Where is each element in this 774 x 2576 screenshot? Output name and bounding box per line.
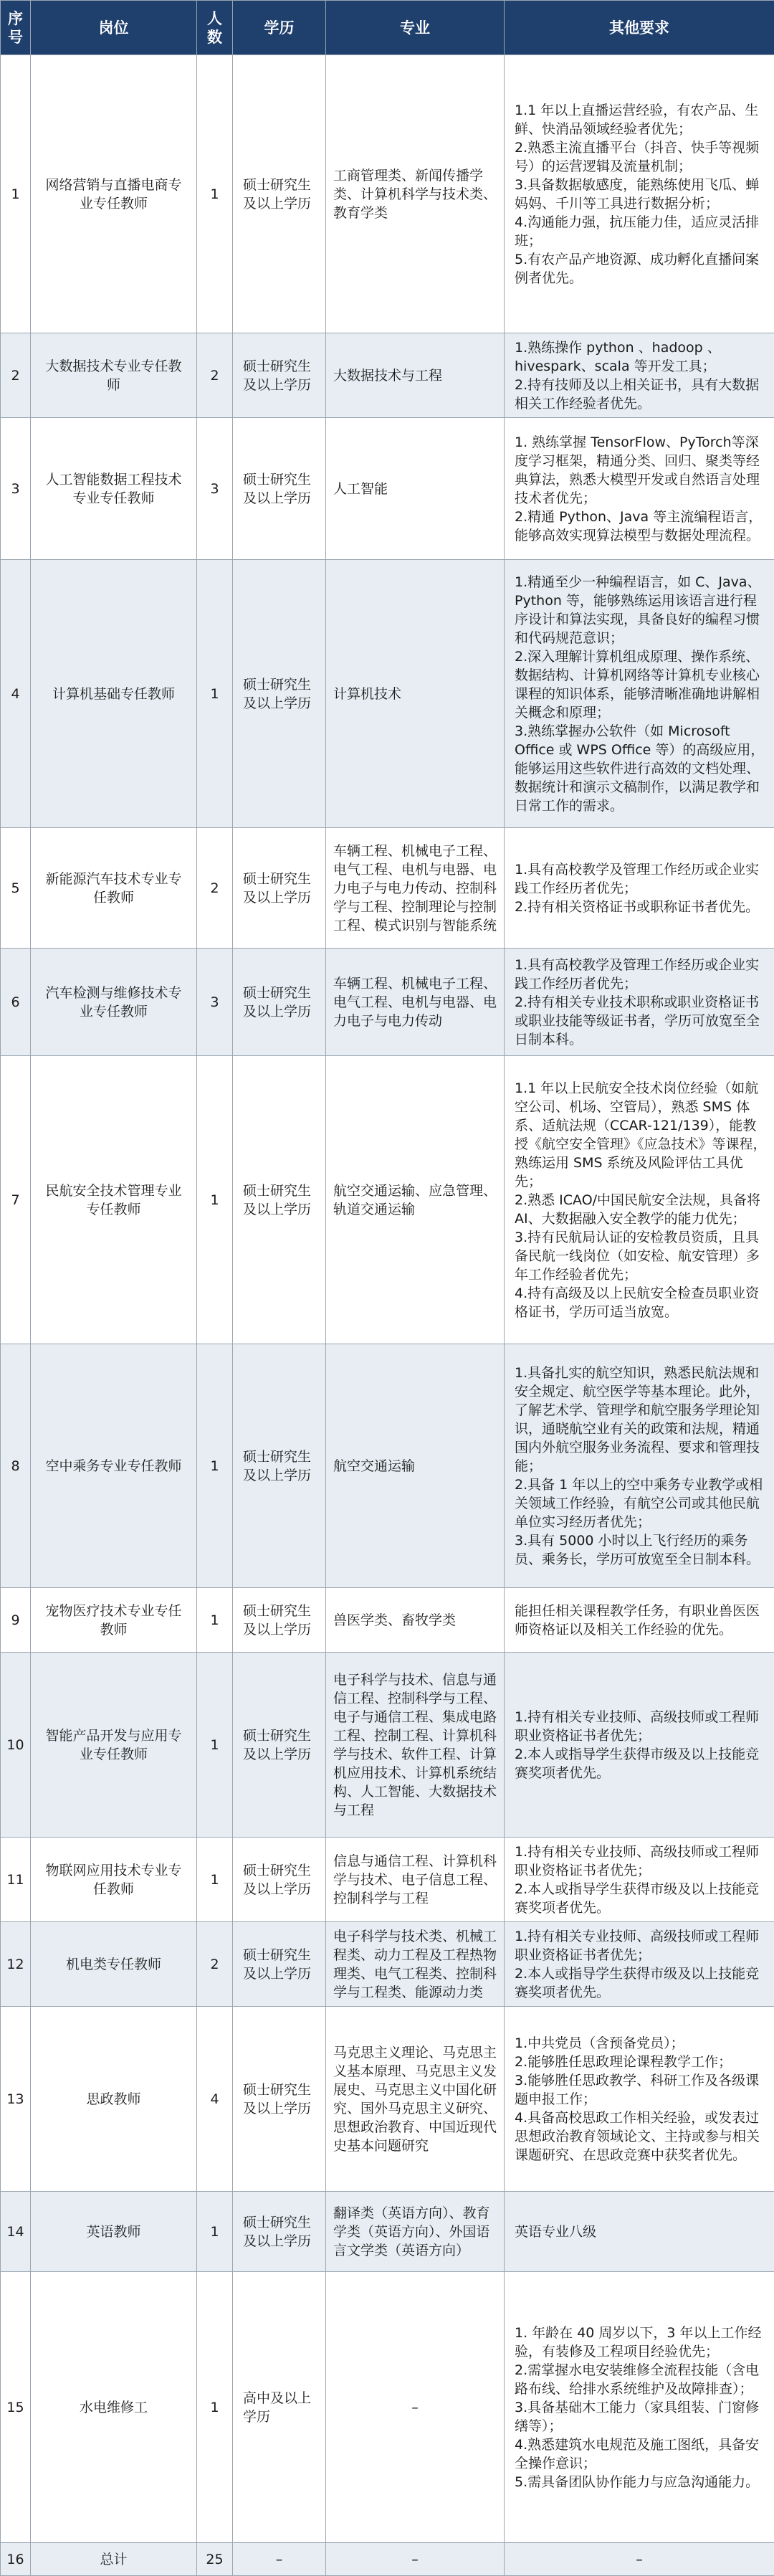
table-row [1,2007,774,2192]
requirement-line: 1. 年龄在 40 周岁以下，3 年以上工作经验，有装修及工程项目经验优先； [515,2324,768,2361]
cell-count: 3 [197,418,233,560]
cell-education: 硕士研究生及以上学历 [233,2192,326,2272]
cell-position: 智能产品开发与应用专业专任教师 [31,1653,197,1838]
requirement-line: 1.精通至少一种编程语言，如 C、Java、Python 等，能够熟练运用该语言进行程序设计和算法实现，具备良好的编程习惯和代码规范意识； [515,573,768,647]
table-row [1,1344,774,1588]
requirement-line: 3.熟练掌握办公软件（如 Microsoft Office 或 WPS Office 等）的高级应用，能够运用这些软件进行高效的文档处理、数据统计和演示文稿制作，以满足教学和日常工作的需求。 [515,722,768,815]
header-major: 专业 [326,1,505,55]
cell-education: 硕士研究生及以上学历 [233,418,326,560]
header-no: 序 号 [1,1,31,55]
cell-count: 1 [197,560,233,828]
cell-no: 1 [1,55,31,333]
table-row [1,1922,774,2007]
table-row [1,1838,774,1922]
requirement-line: 英语专业八级 [515,2223,768,2241]
table-row [1,2192,774,2272]
cell-count: 1 [197,1344,233,1588]
cell-requirements [505,949,774,1056]
requirement-line: 3.持有民航局认证的安检教员资质，且具备民航一线岗位（如安检、航安管理）多年工作经验者优先； [515,1228,768,1284]
header-count: 人 数 [197,1,233,55]
cell-requirements [505,560,774,828]
cell-position: 物联网应用技术专业专任教师 [31,1838,197,1922]
cell-position: 新能源汽车技术专业专任教师 [31,828,197,949]
cell-major: 车辆工程、机械电子工程、电气工程、电机与电器、电力电子与电力传动 [326,949,505,1056]
cell-major: – [326,2543,505,2576]
cell-count: 1 [197,2192,233,2272]
cell-requirements [505,2272,774,2543]
requirement-line: 1.具备扎实的航空知识，熟悉民航法规和安全规定、航空医学等基本理论。此外，了解艺术学、管理学和航空服务学理论知识，通晓航空业有关的政策和法规，精通国内外航空服务业务流程、要求和管理技能； [515,1364,768,1475]
cell-no: 6 [1,949,31,1056]
cell-position: 计算机基础专任教师 [31,560,197,828]
cell-no: 13 [1,2007,31,2192]
requirement-line: – [509,2550,770,2569]
requirement-line: 2.能够胜任思政理论课程教学工作； [515,2053,768,2071]
cell-major: 翻译类（英语方向）、教育学类（英语方向）、外国语言文学类（英语方向） [326,2192,505,2272]
cell-position: 民航安全技术管理专业专任教师 [31,1056,197,1344]
cell-education: 硕士研究生及以上学历 [233,1838,326,1922]
cell-count: 4 [197,2007,233,2192]
cell-position: 大数据技术专业专任教师 [31,333,197,418]
header-position: 岗位 [31,1,197,55]
requirement-line: 3.具备基础木工能力（家具组装、门窗修缮等）； [515,2398,768,2435]
table-row [1,2272,774,2543]
requirement-line: 1. 熟练掌握 TensorFlow、PyTorch等深度学习框架，精通分类、回归、聚类等经典算法，熟悉大模型开发或自然语言处理技术者优先； [515,433,768,508]
cell-no: 16 [1,2543,31,2576]
cell-major: 信息与通信工程、计算机科学与技术、电子信息工程、控制科学与工程 [326,1838,505,1922]
cell-count: 2 [197,333,233,418]
cell-education: 硕士研究生及以上学历 [233,828,326,949]
cell-position: 汽车检测与维修技术专业专任教师 [31,949,197,1056]
cell-major: 大数据技术与工程 [326,333,505,418]
cell-major: 兽医学类、畜牧学类 [326,1588,505,1653]
cell-requirements [505,1653,774,1838]
cell-major: 电子科学与技术类、机械工程类、动力工程及工程热物理类、电气工程类、控制科学与工程类、能源动力类 [326,1922,505,2007]
requirement-line: 2.具备 1 年以上的空中乘务专业教学或相关领域工作经验，有航空公司或其他民航单位实习经历者优先； [515,1475,768,1531]
cell-count: 1 [197,55,233,333]
requirement-line: 1.1 年以上直播运营经验，有农产品、生鲜、快消品领域经验者优先； [515,101,768,138]
cell-major: 工商管理类、新闻传播学类、计算机科学与技术类、教育学类 [326,55,505,333]
cell-major: 电子科学与技术、信息与通信工程、控制科学与工程、电子与通信工程、集成电路工程、控制工程、计算机科学与技术、软件工程、计算机应用技术、计算机系统结构、人工智能、大数据技术与工程 [326,1653,505,1838]
cell-position: 水电维修工 [31,2272,197,2543]
cell-education: – [233,2543,326,2576]
requirement-line: 1.中共党员（含预备党员）； [515,2034,768,2053]
requirement-line: 3.具备数据敏感度，能熟练使用飞瓜、蝉妈妈、千川等工具进行数据分析； [515,176,768,213]
cell-education: 硕士研究生及以上学历 [233,1056,326,1344]
cell-education: 硕士研究生及以上学历 [233,333,326,418]
table-row [1,333,774,418]
cell-count: 1 [197,1056,233,1344]
requirement-line: 4.具备高校思政工作相关经验，或发表过思想政治教育领域论文、主持或参与相关课题研究、在思政竞赛中获奖者优先。 [515,2109,768,2164]
requirement-line: 1.持有相关专业技师、高级技师或工程师职业资格证书者优先； [515,1843,768,1880]
cell-no: 9 [1,1588,31,1653]
cell-education: 硕士研究生及以上学历 [233,949,326,1056]
requirement-line: 4.沟通能力强，抗压能力佳，适应灵活排班； [515,213,768,250]
cell-education: 硕士研究生及以上学历 [233,1588,326,1653]
cell-requirements [505,333,774,418]
requirement-line: 3.能够胜任思政教学、科研工作及各级课题申报工作； [515,2071,768,2109]
cell-no: 4 [1,560,31,828]
cell-requirements [505,418,774,560]
cell-requirements [505,2007,774,2192]
cell-no: 5 [1,828,31,949]
requirement-line: 1.熟练操作 python 、hadoop 、hivespark、scala 等开发工具； [515,338,768,376]
cell-count: 3 [197,949,233,1056]
requirement-line: 3.具有 5000 小时以上飞行经历的乘务员、乘务长，学历可放宽至全日制本科。 [515,1531,768,1569]
requirement-line: 2.本人或指导学生获得市级及以上技能竞赛奖项者优先。 [515,1745,768,1782]
table-row [1,828,774,949]
cell-position: 英语教师 [31,2192,197,2272]
cell-no: 15 [1,2272,31,2543]
cell-requirements [505,55,774,333]
requirement-line: 2.持有相关专业技术职称或职业资格证书或职业技能等级证书者，学历可放宽至全日制本科。 [515,993,768,1049]
cell-no: 12 [1,1922,31,2007]
cell-no: 14 [1,2192,31,2272]
table-row [1,1653,774,1838]
requirement-line: 1.具有高校教学及管理工作经历或企业实践工作经历者优先； [515,956,768,993]
cell-requirements [505,1588,774,1653]
cell-count: 1 [197,1838,233,1922]
cell-major: 航空交通运输、应急管理、轨道交通运输 [326,1056,505,1344]
cell-requirements [505,2192,774,2272]
cell-position: 空中乘务专业专任教师 [31,1344,197,1588]
cell-position: 总计 [31,2543,197,2576]
table-row [1,949,774,1056]
cell-count: 25 [197,2543,233,2576]
requirement-line: 1.1 年以上民航安全技术岗位经验（如航空公司、机场、空管局），熟悉 SMS 体系、适航法规（CCAR-121/139），能教授《航空安全管理》《应急技术》等课程，熟练运用 SMS 系统及风险评估工具优先； [515,1079,768,1191]
table-row [1,418,774,560]
requirement-line: 1.具有高校教学及管理工作经历或企业实践工作经历者优先； [515,860,768,898]
cell-no: 7 [1,1056,31,1344]
table-row [1,560,774,828]
cell-no: 8 [1,1344,31,1588]
cell-education: 硕士研究生及以上学历 [233,560,326,828]
requirement-line: 2.需掌握水电安装维修全流程技能（含电路布线、给排水系统维护及故障排查）； [515,2361,768,2398]
cell-major: 航空交通运输 [326,1344,505,1588]
cell-position: 机电类专任教师 [31,1922,197,2007]
cell-count: 2 [197,828,233,949]
requirement-line: 4.熟悉建筑水电规范及施工图纸，具备安全操作意识； [515,2435,768,2473]
table-row [1,1588,774,1653]
cell-requirements [505,1056,774,1344]
requirement-line: 2.本人或指导学生获得市级及以上技能竞赛奖项者优先。 [515,1964,768,2002]
cell-major: 车辆工程、机械电子工程、电气工程、电机与电器、电力电子与电力传动、控制科学与工程、控制理论与控制工程、模式识别与智能系统 [326,828,505,949]
requirement-line: 1.持有相关专业技师、高级技师或工程师职业资格证书者优先； [515,1927,768,1964]
table-row [1,1056,774,1344]
requirement-line: 4.持有高级及以上民航安全检查员职业资格证书，学历可适当放宽。 [515,1284,768,1321]
table-header-row [1,1,774,55]
requirement-line: 2.本人或指导学生获得市级及以上技能竞赛奖项者优先。 [515,1880,768,1917]
cell-education: 硕士研究生及以上学历 [233,1922,326,2007]
cell-education: 高中及以上学历 [233,2272,326,2543]
requirement-line: 2.熟悉 ICAO/中国民航安全法规，具备将AI、大数据融入安全教学的能力优先； [515,1191,768,1228]
table-body [1,55,774,2576]
cell-position: 宠物医疗技术专业专任教师 [31,1588,197,1653]
header-requirements: 其他要求 [505,1,774,55]
cell-no: 11 [1,1838,31,1922]
cell-requirements [505,1838,774,1922]
cell-education: 硕士研究生及以上学历 [233,2007,326,2192]
cell-position: 网络营销与直播电商专业专任教师 [31,55,197,333]
cell-position: 人工智能数据工程技术专业专任教师 [31,418,197,560]
requirement-line: 2.熟悉主流直播平台（抖音、快手等视频号）的运营逻辑及流量机制； [515,138,768,176]
requirement-line: 2.深入理解计算机组成原理、操作系统、数据结构、计算机网络等计算机专业核心课程的知识体系，能够清晰准确地讲解相关概念和原理； [515,647,768,722]
cell-major: 马克思主义理论、马克思主义基本原理、马克思主义发展史、马克思主义中国化研究、国外马克思主义研究、思想政治教育、中国近现代史基本问题研究 [326,2007,505,2192]
cell-education: 硕士研究生及以上学历 [233,1344,326,1588]
requirement-line: 5.需具备团队协作能力与应急沟通能力。 [515,2473,768,2491]
cell-count: 2 [197,1922,233,2007]
cell-requirements [505,1922,774,2007]
cell-no: 2 [1,333,31,418]
cell-count: 1 [197,2272,233,2543]
header-education: 学历 [233,1,326,55]
cell-count: 1 [197,1653,233,1838]
requirement-line: 2.精通 Python、Java 等主流编程语言，能够高效实现算法模型与数据处理流程。 [515,508,768,545]
requirement-line: 能担任相关课程教学任务，有职业兽医医师资格证以及相关工作经验的优先。 [515,1602,768,1639]
cell-education: 硕士研究生及以上学历 [233,55,326,333]
requirement-line: 5.有农产品产地资源、成功孵化直播间案例者优先。 [515,250,768,287]
cell-requirements [505,828,774,949]
requirement-line: 2.持有相关资格证书或职称证书者优先。 [515,898,768,916]
cell-major: – [326,2272,505,2543]
cell-requirements [505,1344,774,1588]
cell-major: 计算机技术 [326,560,505,828]
cell-major: 人工智能 [326,418,505,560]
requirement-line: 2.持有技师及以上相关证书，具有大数据相关工作经验者优先。 [515,376,768,413]
cell-education: 硕士研究生及以上学历 [233,1653,326,1838]
requirement-line: 1.持有相关专业技师、高级技师或工程师职业资格证书者优先； [515,1708,768,1745]
cell-no: 3 [1,418,31,560]
cell-no: 10 [1,1653,31,1838]
cell-position: 思政教师 [31,2007,197,2192]
cell-count: 1 [197,1588,233,1653]
table-row [1,55,774,333]
